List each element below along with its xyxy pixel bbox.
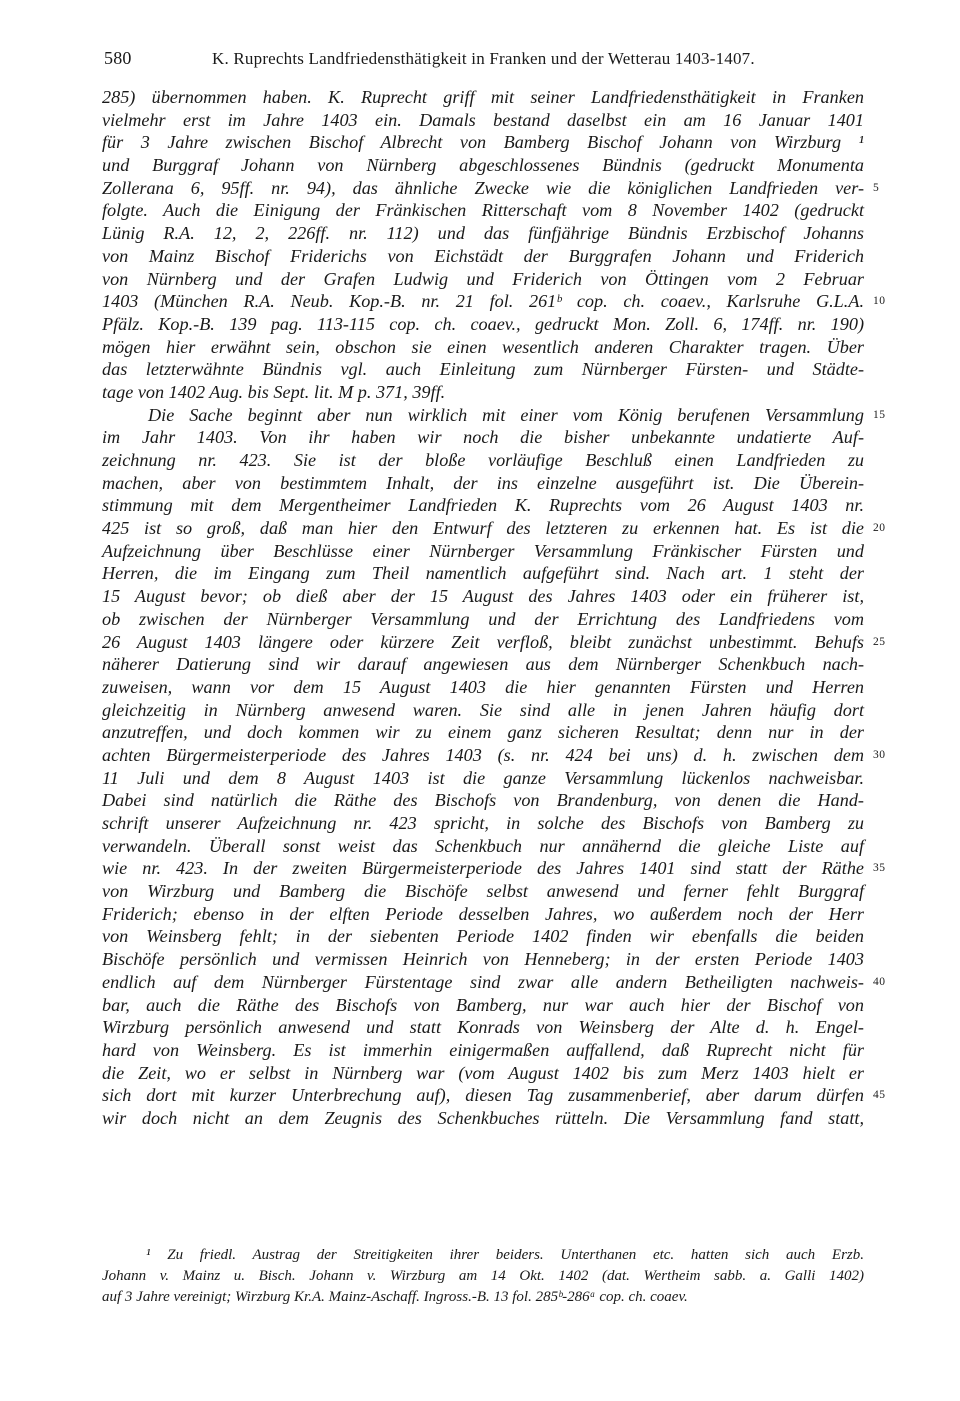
text-line bbox=[102, 948, 864, 971]
line-number: 45 bbox=[873, 1089, 886, 1102]
text-line-content: 1403 (München R.A. Neub. Kop.-B. nr. 21 fol. 261ᵇ cop. ch. coaev., Karlsruhe G.L.A. bbox=[102, 291, 864, 312]
text-line-content: Die Sache beginnt aber nun wirklich mit einer vom König berufenen Versammlung bbox=[148, 404, 864, 425]
text-line bbox=[102, 336, 864, 359]
text-line bbox=[102, 789, 864, 812]
line-number: 5 bbox=[873, 181, 880, 194]
footnote-line: ¹ Zu friedl. Austrag der Streitigkeiten ihrer beiders. Unterthanen etc. hatten sich auch Erzb. bbox=[146, 1247, 864, 1263]
text-line-content: wir doch nicht an dem Zeugnis des Schenkbuches rütteln. Die Versammlung fand statt, bbox=[102, 1107, 864, 1128]
text-line-content: Wirzburg persönlich anwesend und statt Konrads von Weinsberg der Alte d. h. Engel- bbox=[102, 1017, 864, 1038]
text-line-content: tage von 1402 Aug. bis Sept. lit. M p. 371, 39ff. bbox=[102, 381, 446, 402]
text-line bbox=[102, 109, 864, 132]
text-line-content: ob zwischen der Nürnberger Versammlung und der Errichtung des Landfriedens vom bbox=[102, 608, 864, 629]
text-line-content: zuweisen, wann vor dem 15 August 1403 die hier genannten Fürsten und Herren bbox=[102, 676, 864, 697]
text-line bbox=[102, 925, 864, 948]
running-head bbox=[104, 48, 864, 72]
footnotes bbox=[102, 1245, 864, 1308]
page-number: 580 bbox=[104, 48, 132, 68]
text-line bbox=[102, 585, 864, 608]
footnote-line: Johann v. Mainz u. Bisch. Johann v. Wirzburg am 14 Okt. 1402 (dat. Wertheim sabb. a. Galli 1402) bbox=[102, 1268, 864, 1284]
text-line bbox=[102, 699, 864, 722]
main-text bbox=[102, 86, 886, 1130]
text-line bbox=[102, 857, 886, 880]
text-line bbox=[102, 1084, 886, 1107]
text-line-content: wie nr. 423. In der zweiten Bürgermeisterperiode des Jahres 1401 sind statt der Räthe bbox=[102, 858, 864, 879]
text-line bbox=[102, 721, 864, 744]
text-line-content: das letzterwähnte Bündnis vgl. auch Einleitung zum Nürnberger Fürsten- und Städte- bbox=[102, 359, 864, 380]
text-line-content: Dabei sind natürlich die Räthe des Bischofs von Brandenburg, von denen die Hand- bbox=[102, 790, 864, 811]
text-line bbox=[102, 653, 864, 676]
text-line-content: Friderich; ebenso in der elften Periode desselben Jahres, wo außerdem noch der Herr bbox=[102, 903, 864, 924]
text-line bbox=[102, 608, 864, 631]
text-line-content: stimmung mit dem Mergentheimer Landfrieden K. Ruprechts vom 26 August 1403 nr. bbox=[102, 495, 864, 516]
text-line bbox=[102, 268, 864, 291]
text-line bbox=[102, 494, 864, 517]
text-line-content: anzutreffen, und doch kommen wir zu einem ganz sicheren Resultat; denn nur in der bbox=[102, 722, 864, 743]
text-line bbox=[102, 472, 864, 495]
text-line-content: gleichzeitig in Nürnberg anwesend waren. Sie sind alle in jenen Jahren häufig dort bbox=[102, 699, 864, 720]
text-line-content: Zollerana 6, 95ff. nr. 94), das ähnliche Zwecke wie die königlichen Landfrieden ver- bbox=[102, 177, 864, 198]
line-number: 40 bbox=[873, 975, 886, 988]
line-number: 30 bbox=[873, 748, 886, 761]
text-line-content: 285) übernommen haben. K. Ruprecht griff mit seiner Landfriedensthätigkeit in Franken bbox=[102, 87, 864, 107]
text-line-content: machen, aber von bestimmtem Inhalt, der ins einzelne ausgeführt ist. Die Überein- bbox=[102, 472, 864, 493]
text-line-content: 425 ist so groß, daß man hier den Entwurf des letzteren zu erkennen hat. Es ist die bbox=[102, 518, 864, 539]
text-line-content: schrift unserer Aufzeichnung nr. 423 spricht, in solche des Bischofs von Bamberg zu bbox=[102, 813, 864, 833]
text-line-content: achten Bürgermeisterperiode des Jahres 1403 (s. nr. 424 bei uns) d. h. zwischen dem bbox=[102, 744, 864, 765]
text-line bbox=[102, 744, 886, 767]
text-line bbox=[102, 971, 886, 994]
text-line-content: folgte. Auch die Einigung der Fränkischen Ritterschaft vom 8 November 1402 (gedruckt bbox=[102, 200, 864, 221]
text-line bbox=[102, 426, 864, 449]
text-line bbox=[102, 358, 864, 381]
text-line bbox=[102, 154, 864, 177]
text-line bbox=[102, 222, 864, 245]
text-line bbox=[102, 812, 864, 835]
footnote-line: auf 3 Jahre vereinigt; Wirzburg Kr.A. Mainz-Aschaff. Ingross.-B. 13 fol. 285ᵇ-286ᵃ cop. ch. coaev. bbox=[102, 1289, 688, 1305]
text-line bbox=[102, 199, 864, 222]
text-line-content: zeichnung nr. 423. Sie ist der bloße vorläufige Beschluß einen Landfrieden zu bbox=[102, 450, 864, 470]
text-line-content: Herren, die im Eingang zum Theil namentlich aufgeführt sind. Nach art. 1 steht der bbox=[102, 563, 864, 584]
text-line bbox=[102, 631, 886, 654]
text-line-content: für 3 Jahre zwischen Bischof Albrecht von Bamberg Bischof Johann von Wirzburg ¹ bbox=[102, 132, 864, 153]
text-line bbox=[102, 245, 864, 268]
text-line-content: von Mainz Bischof Friderichs von Eichstädt der Burggrafen Johann und Friderich bbox=[102, 245, 864, 266]
text-line-content: von Weinsberg fehlt; in der siebenten Periode 1402 finden wir ebenfalls die beiden bbox=[102, 926, 864, 947]
text-line-content: Pfälz. Kop.-B. 139 pag. 113-115 cop. ch. coaev., gedruckt Mon. Zoll. 6, 174ff. nr. 190) bbox=[102, 313, 864, 334]
text-line-content: endlich auf dem Nürnberger Fürstentage sind zwar alle andern Betheiligten nachweis- bbox=[102, 971, 864, 992]
text-line bbox=[102, 131, 864, 154]
text-line-content: mögen hier erwähnt sein, obschon sie einen wesentlich anderen Charakter tragen. Über bbox=[102, 336, 864, 357]
text-line bbox=[102, 449, 864, 472]
line-number: 10 bbox=[873, 295, 886, 308]
text-line bbox=[102, 540, 864, 563]
text-line-content: von Wirzburg und Bamberg die Bischöfe selbst anwesend und ferner fehlt Burggraf bbox=[102, 881, 864, 902]
text-line bbox=[102, 835, 864, 858]
running-title: K. Ruprechts Landfriedensthätigkeit in Franken und der Wetterau 1403-1407. bbox=[212, 49, 755, 68]
line-number: 15 bbox=[873, 408, 886, 421]
text-line-content: Bischöfe persönlich und vermissen Heinrich von Henneberg; in der ersten Periode 1403 bbox=[102, 949, 864, 970]
text-line-content: sich dort mit kurzer Unterbrechung auf), diesen Tag zusammenberief, aber darum dürfen bbox=[102, 1085, 864, 1106]
text-line-content: bar, auch die Räthe des Bischofs von Bamberg, nur war auch hier der Bischof von bbox=[102, 994, 864, 1015]
text-line bbox=[102, 767, 864, 790]
text-line-content: hard von Weinsberg. Es ist immerhin einigermaßen auffallend, daß Ruprecht nicht für bbox=[102, 1039, 864, 1060]
text-line-content: 15 August bevor; ob dieß aber der 15 August des Jahres 1403 oder ein früherer ist, bbox=[102, 586, 864, 607]
text-line-content: 11 Juli und dem 8 August 1403 ist die ganze Versammlung lückenlos nachweisbar. bbox=[102, 767, 864, 788]
text-line bbox=[102, 86, 864, 109]
text-line-content: Lünig R.A. 12, 2, 226ff. nr. 112) und das fünfjährige Bündnis Erzbischof Johanns bbox=[102, 223, 864, 244]
text-line bbox=[102, 880, 864, 903]
text-line bbox=[102, 313, 864, 336]
text-line bbox=[102, 381, 864, 404]
text-line bbox=[102, 1107, 864, 1130]
text-line bbox=[102, 1016, 864, 1039]
text-line bbox=[102, 517, 886, 540]
text-line-content: Aufzeichnung über Beschlüsse einer Nürnberger Versammlung Fränkischer Fürsten und bbox=[102, 540, 864, 561]
text-line-content: näherer Datierung sind wir darauf angewiesen aus dem Nürnberger Schenkbuch nach- bbox=[102, 654, 864, 675]
text-line bbox=[102, 1062, 864, 1085]
line-number: 35 bbox=[873, 862, 886, 875]
text-line bbox=[102, 290, 886, 313]
text-line-content: von Nürnberg und der Grafen Ludwig und Friderich von Öttingen vom 2 Februar bbox=[102, 268, 864, 289]
text-line-content: 26 August 1403 längere oder kürzere Zeit verfloß, bleibt zunächst unbestimmt. Behufs bbox=[102, 631, 864, 652]
line-number: 25 bbox=[873, 635, 886, 648]
text-line bbox=[102, 1039, 864, 1062]
text-line bbox=[102, 562, 864, 585]
text-line bbox=[102, 404, 886, 427]
text-line bbox=[102, 177, 880, 200]
text-line-content: und Burggraf Johann von Nürnberg abgeschlossenes Bündnis (gedruckt Monumenta bbox=[102, 155, 864, 176]
text-line-content: die Zeit, wo er selbst in Nürnberg war (vom August 1402 bis zum Merz 1403 hielt er bbox=[102, 1062, 864, 1083]
line-number: 20 bbox=[873, 522, 886, 535]
text-line bbox=[102, 903, 864, 926]
text-line bbox=[102, 994, 864, 1017]
text-line-content: vielmehr erst im Jahre 1403 ein. Damals bestand daselbst ein am 16 Januar 1401 bbox=[102, 109, 864, 130]
text-line-content: verwandeln. Überall sonst weist das Schenkbuch nur annähernd die gleiche Liste auf bbox=[102, 835, 864, 856]
text-line-content: im Jahr 1403. Von ihr haben wir noch die bisher unbekannte undatierte Auf- bbox=[102, 427, 864, 448]
text-line bbox=[102, 676, 864, 699]
